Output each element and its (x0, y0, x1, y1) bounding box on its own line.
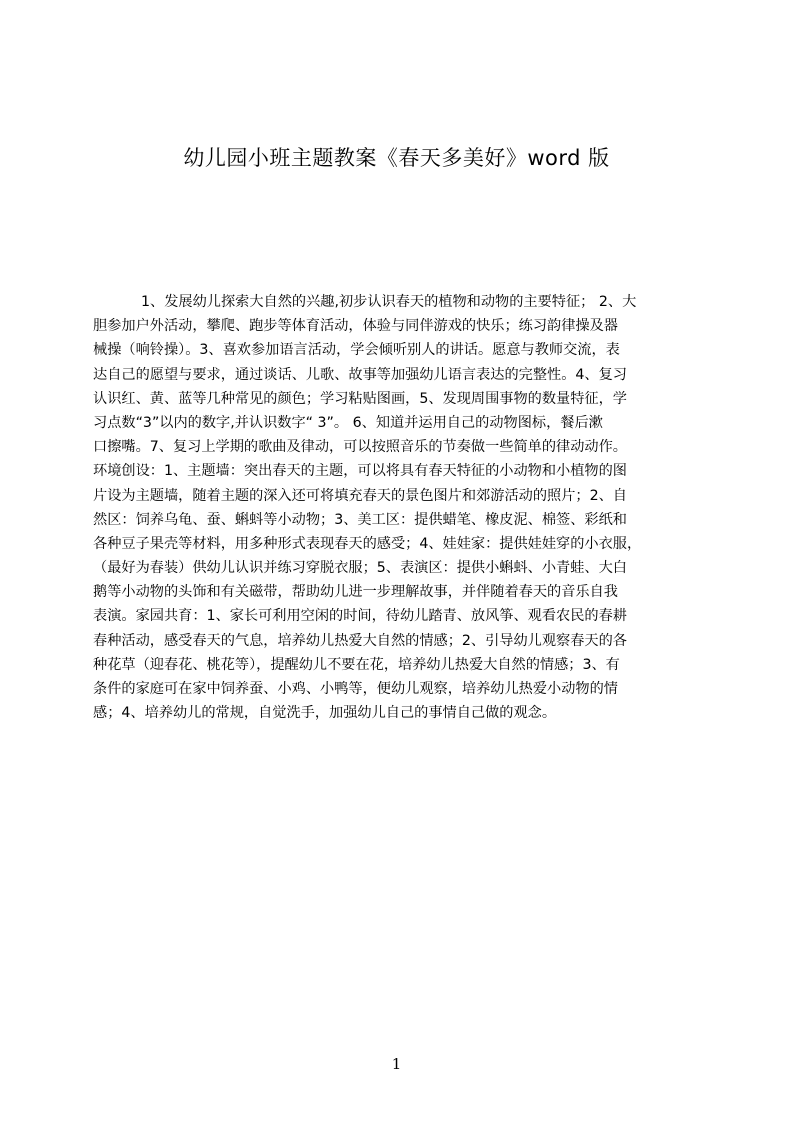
body-line: 表演。家园共育：1、家长可利用空闲的时间，待幼儿踏青、放风筝、观看农民的春耕 (93, 608, 627, 625)
body-line: 口擦嘴。7、复习上学期的歌曲及律动，可以按照音乐的节奏做一些简单的律动动作。 (93, 439, 627, 456)
body-line: （最好为春装）供幼儿认识并练习穿脱衣服；5、表演区：提供小蝌蚪、小青蛙、大白 (93, 560, 627, 577)
body-line: 然区：饲养乌龟、蚕、蝌蚪等小动物；3、美工区：提供蜡笔、橡皮泥、棉签、彩纸和 (93, 511, 627, 528)
body-line: 认识红、黄、蓝等几种常见的颜色；学习粘贴图画，5、发现周围事物的数量特征，学 (93, 390, 627, 407)
body-line: 种花草（迎春花、桃花等），提醒幼儿不要在花，培养幼儿热爱大自然的情感；3、有 (93, 656, 620, 673)
body-line: 环境创设：1、主题墙：突出春天的主题，可以将具有春天特征的小动物和小植物的图 (93, 463, 627, 480)
body-line: 胆参加户外活动，攀爬、跑步等体育活动，体验与同伴游戏的快乐；练习韵律操及器 (93, 318, 618, 335)
body-line: 春种活动，感受春天的气息，培养幼儿热爱大自然的情感；2、引导幼儿观察春天的各 (93, 632, 627, 649)
body-line: 片设为主题墙，随着主题的深入还可将填充春天的景色图片和郊游活动的照片；2、自 (93, 487, 627, 504)
body-line: 鹅等小动物的头饰和有关磁带，帮助幼儿进一步理解故事，并伴随着春天的音乐自我 (93, 584, 618, 601)
page-number: 1 (391, 1055, 402, 1073)
body-line: 达自己的愿望与要求，通过谈话、儿歌、故事等加强幼儿语言表达的完整性。4、复习 (93, 366, 627, 383)
body-line: 械操（响铃操）。3、喜欢参加语言活动，学会倾听别人的讲话。愿意与教师交流，表 (93, 342, 620, 359)
document-title: 幼儿园小班主题教案《春天多美好》word 版 (183, 146, 610, 170)
document-body (93, 290, 699, 780)
body-line: 1、发展幼儿探索大自然的兴趣,初步认识春天的植物和动物的主要特征； 2、大 (141, 294, 637, 310)
body-line: 习点数“3”以内的数字,并认识数字“ 3”。 6、知道并运用自己的动物图标，餐后漱 (93, 414, 603, 431)
body-line: 各种豆子果壳等材料，用多种形式表现春天的感受；4、娃娃家：提供娃娃穿的小衣服， (93, 535, 642, 552)
body-line: 条件的家庭可在家中饲养蚕、小鸡、小鸭等，便幼儿观察，培养幼儿热爱小动物的情 (93, 681, 618, 697)
body-line: 感；4、培养幼儿的常规，自觉洗手，加强幼儿自己的事情自己做的观念。 (93, 705, 557, 722)
